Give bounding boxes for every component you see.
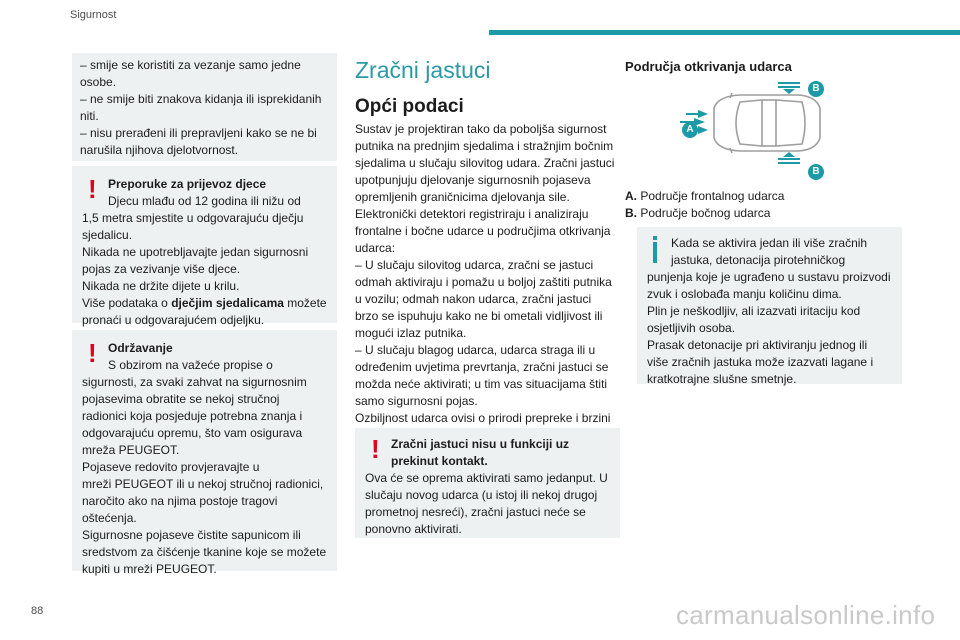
info-head xyxy=(671,235,867,269)
warning-line: Sigurnosne pojaseve čistite sapunicom ili xyxy=(82,528,301,542)
warning-body xyxy=(82,210,332,329)
info-line: osjetljivih osoba. xyxy=(647,321,736,335)
warning-line: naročito ako na njima postoje tragovi xyxy=(82,494,278,508)
body-line: Elektronički detektori registriraju i analiziraju xyxy=(355,207,589,221)
airbag-info-box xyxy=(637,227,902,384)
warning-line xyxy=(82,295,332,312)
body-line: upotpunjuju djelovanje sigurnosnih pojaseva xyxy=(355,173,591,187)
label-b-text-top: B xyxy=(812,83,820,94)
body-line: frontalne i bočne udarce u područjima otkrivanja xyxy=(355,224,611,238)
box-line: – nisu prerađeni ili prepravljeni kako se ne bi xyxy=(80,126,317,140)
body-line: – U slučaju blagog udarca, udarca straga ili u xyxy=(355,343,596,357)
warning-line: Nikada ne držite dijete u krilu. xyxy=(82,279,240,293)
warning-icon: ! xyxy=(371,434,380,464)
info-line: punjenja koje je ugrađeno u sustavu proizvodi xyxy=(647,270,891,284)
text-run: Više podataka o xyxy=(82,296,172,310)
body-line: samo sigurnosni pojas. xyxy=(355,394,478,408)
warning-line: Pojaseve redovito provjeravajte u xyxy=(82,460,260,474)
info-line: Kada se aktivira jedan ili više zračnih xyxy=(671,236,868,250)
body-line: određenim uvjetima prevrtanja, zračni jastuci se xyxy=(355,360,609,374)
label-a-text: A xyxy=(686,124,694,135)
warning-line: Nikada ne upotrebljavajte jedan sigurnosni xyxy=(82,245,309,259)
general-info-text xyxy=(355,121,620,444)
section-title: Sigurnost xyxy=(70,9,117,21)
body-line: putnika na prednjim sjedalima i stražnjim bočnim xyxy=(355,139,614,153)
legend-item xyxy=(625,205,784,222)
side-impact-arrows-bottom xyxy=(778,152,800,164)
warning-line: kupiti u mreži PEUGEOT. xyxy=(82,562,217,576)
body-line: možda neće aktivirati; u tim vas situacijama štiti xyxy=(355,377,608,391)
info-line: kratkotrajne slušne smetnje. xyxy=(647,372,797,386)
warning-head xyxy=(108,176,301,210)
text-run: možete xyxy=(283,296,327,310)
warning-line: sredstvom za čišćenje tkanine koje se možete xyxy=(82,545,327,559)
label-b-text-bottom: B xyxy=(812,166,820,177)
seatbelt-conditions-box xyxy=(72,53,337,161)
body-line: – U slučaju silovitog udarca, zračni se jastuci xyxy=(355,258,594,272)
warning-body xyxy=(365,470,617,538)
airbag-ignition-warning xyxy=(355,428,620,538)
legend-key: B. xyxy=(625,206,637,220)
box-line: – ne smije biti znakova kidanja ili isprekidanih xyxy=(80,92,322,106)
legend-text: Područje frontalnog udarca xyxy=(640,189,785,203)
body-line: udarca: xyxy=(355,241,396,255)
warning-line: slučaju novog udarca (u istoj ili nekoj drugoj xyxy=(365,488,598,502)
warning-head xyxy=(108,340,273,374)
impact-zones-diagram xyxy=(680,78,830,184)
warning-line: Ova će se oprema aktivirati samo jedanput. U xyxy=(365,471,608,485)
maintenance-warning xyxy=(72,330,337,576)
side-impact-arrows-top xyxy=(778,82,800,94)
box-line: osobe. xyxy=(80,75,117,89)
warning-line: 1,5 metra smjestite u odgovarajuću dječju xyxy=(82,211,304,225)
impact-zones-heading: Područja otkrivanja udarca xyxy=(625,59,792,74)
info-body xyxy=(647,269,899,388)
watermark: carmanualsonline.info xyxy=(676,600,936,630)
body-line: odmah aktiviraju i pomažu u boljoj zaštiti putnika xyxy=(355,275,612,289)
warning-title: prekinut kontakt. xyxy=(391,454,488,468)
info-icon-bar xyxy=(653,242,657,263)
warning-line: oštećenja. xyxy=(82,511,137,525)
warning-body xyxy=(82,374,334,578)
diagram-legend xyxy=(625,188,784,222)
child-seats-link[interactable]: dječjim sjedalicama xyxy=(171,296,284,310)
body-line: brzo se ispuhuju kako ne bi ometali vidljivost ili xyxy=(355,309,603,323)
warning-line: sigurnosti, za svaki zahvat na sigurnosnim xyxy=(82,375,307,389)
warning-line: mreža PEUGEOT. xyxy=(82,443,180,457)
warning-icon: ! xyxy=(88,174,97,204)
child-transport-warning xyxy=(72,166,337,327)
section-heading: Opći podaci xyxy=(355,96,464,117)
warning-head xyxy=(391,436,569,470)
warning-line: S obzirom na važeće propise o xyxy=(108,358,273,372)
warning-line: prometnoj nesreći), zračni jastuci neće se xyxy=(365,505,586,519)
body-line: sjedalima u slučaju silovitog udara. Zračni jastuci xyxy=(355,156,615,170)
warning-line: Djecu mlađu od 12 godina ili nižu od xyxy=(108,194,301,208)
warning-title: Održavanje xyxy=(108,341,173,355)
box-line: – smije se koristiti za vezanje samo jedne xyxy=(80,58,301,72)
box-line: niti. xyxy=(80,109,99,123)
warning-line: odgovarajuću opremu, što vam osigurava xyxy=(82,426,303,440)
warning-line: pojasevima obratite se nekoj stručnoj xyxy=(82,392,280,406)
info-line: jastuka, detonacija pirotehničkog xyxy=(671,253,846,267)
warning-line: pronaći u odgovarajućem odjeljku. xyxy=(82,313,265,327)
legend-text: Područje bočnog udarca xyxy=(640,206,771,220)
warning-line: radionici koja posjeduje potrebna znanja i xyxy=(82,409,303,423)
info-line: Prasak detonacije pri aktiviranju jednog ili xyxy=(647,338,868,352)
warning-line: mreži PEUGEOT ili u nekoj stručnoj radionici, xyxy=(82,477,324,491)
warning-title: Preporuke za prijevoz djece xyxy=(108,177,267,191)
body-line: Ozbiljnost udarca ovisi o prirodi prepreke i brzini xyxy=(355,411,611,425)
warning-icon: ! xyxy=(88,338,97,368)
header-accent-bar xyxy=(489,30,960,35)
body-line: Sustav je projektiran tako da poboljša sigurnost xyxy=(355,122,607,136)
warning-title: Zračni jastuci nisu u funkciji uz xyxy=(391,437,570,451)
body-line: u vozilu; odmah nakon udarca, zračni jastuci xyxy=(355,292,592,306)
car-top-view xyxy=(714,93,820,153)
page-title: Zračni jastuci xyxy=(355,57,491,83)
info-line: više zračnih jastuka može izazvati lagane i xyxy=(647,355,874,369)
legend-item xyxy=(625,188,784,205)
box-line: narušila njihova djelotvornost. xyxy=(80,143,239,157)
body-line: opremljenih graničnicima djelovanja sile. xyxy=(355,190,570,204)
warning-line: sjedalicu. xyxy=(82,228,133,242)
info-line: Plin je neškodljiv, ali izazvati iritaciju kod xyxy=(647,304,861,318)
legend-key: A. xyxy=(625,189,637,203)
page-number: 88 xyxy=(31,605,44,617)
info-line: zvuk i oslobađa manju količinu dima. xyxy=(647,287,842,301)
info-icon xyxy=(653,236,657,240)
body-line: mogući izlaz putnika. xyxy=(355,326,467,340)
warning-line: pojas za vezivanje više djece. xyxy=(82,262,241,276)
warning-line: ponovno aktivirati. xyxy=(365,522,462,536)
